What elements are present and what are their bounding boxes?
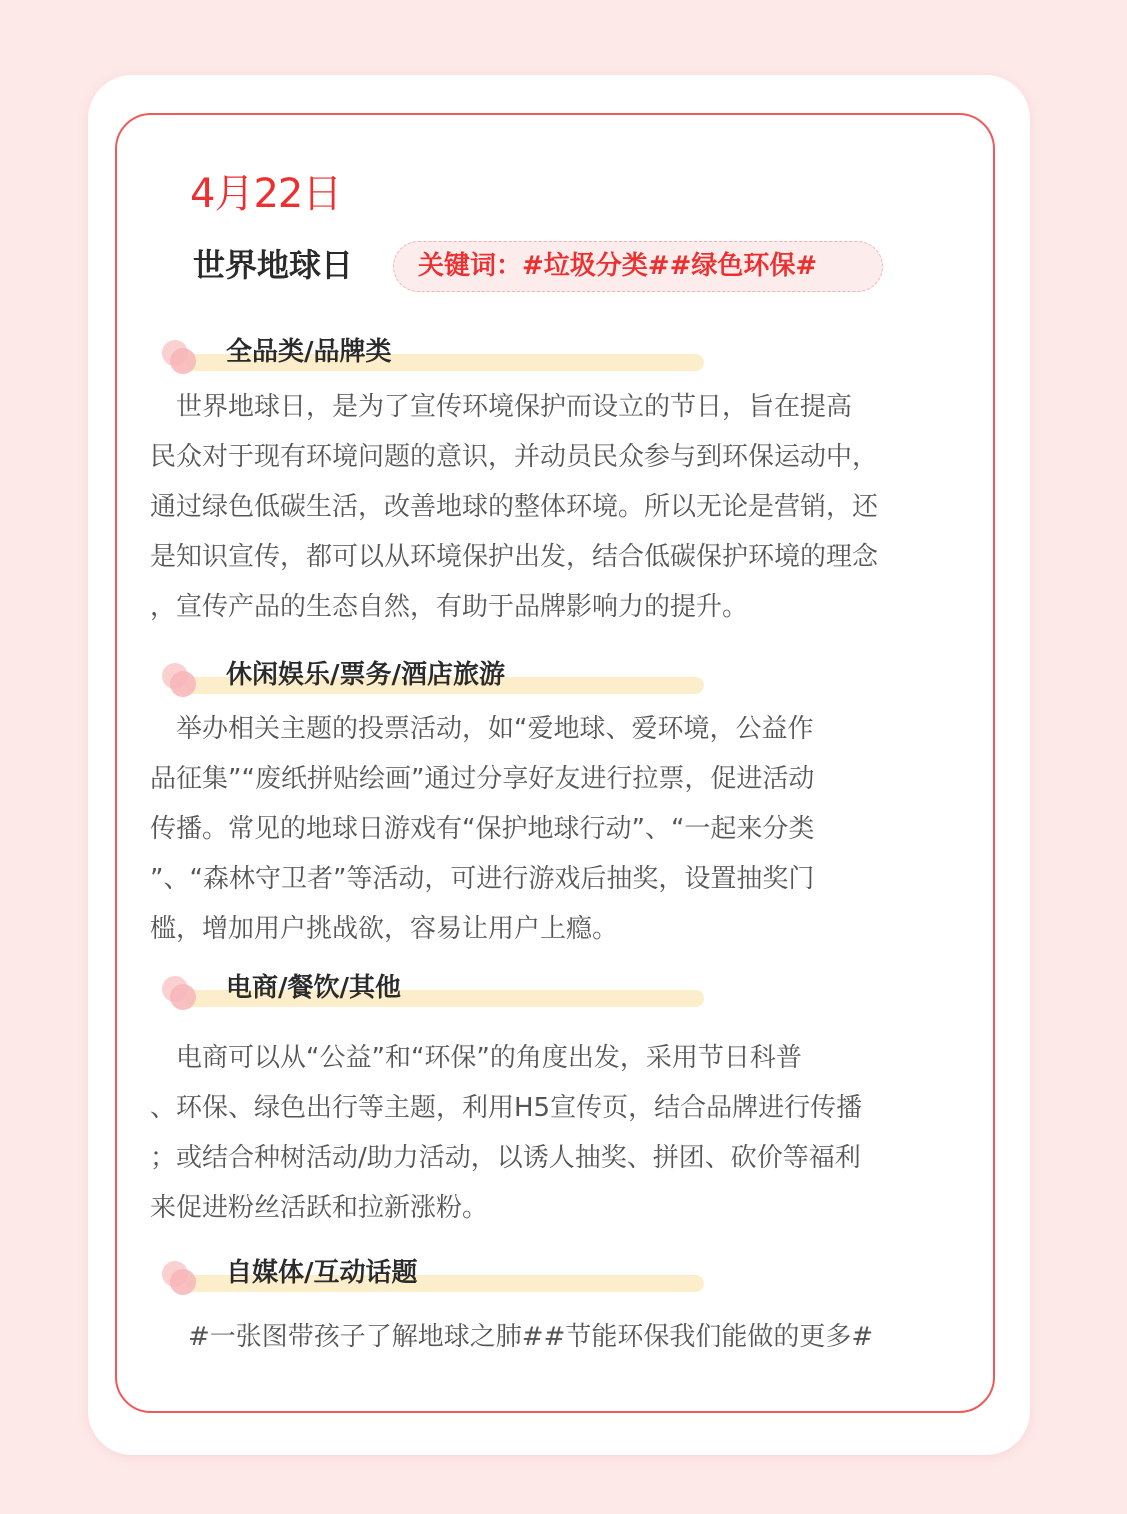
- event-title: 世界地球日: [193, 246, 354, 284]
- paragraph-line: 世界地球日，是为了宣传环境保护而设立的节日，旨在提高: [150, 392, 853, 422]
- paragraph-line: ；或结合种树活动/助力活动，以诱人抽奖、拼团、砍价等福利: [150, 1143, 861, 1173]
- event-date: 4月22日: [190, 171, 342, 217]
- paragraph-line: 品征集”“废纸拼贴绘画”通过分享好友进行拉票，促进活动: [150, 764, 815, 794]
- paragraph-line: ，宣传产品的生态自然，有助于品牌影响力的提升。: [150, 592, 749, 622]
- section-heading-self-media: [160, 1255, 705, 1297]
- paragraph-line: 、环保、绿色出行等主题，利用H5宣传页，结合品牌进行传播: [150, 1093, 863, 1123]
- paragraph-line: 传播。常见的地球日游戏有“保护地球行动”、“一起来分类: [150, 814, 815, 844]
- keyword-tag: 关键词：#垃圾分类##绿色环保#: [393, 241, 883, 292]
- paragraph-line: ”、“森林守卫者”等活动，可进行游戏后抽奖，设置抽奖门: [150, 864, 815, 894]
- bubble-icon: [170, 348, 196, 374]
- paragraph-line: 来促进粉丝活跃和拉新涨粉。: [150, 1193, 489, 1223]
- paragraph-line: 举办相关主题的投票活动，如“爱地球、爱环境，公益作: [150, 714, 814, 744]
- paragraph-line: 槛，增加用户挑战欲，容易让用户上瘾。: [150, 914, 619, 944]
- paragraph-line: 是知识宣传，都可以从环境保护出发，结合低碳保护环境的理念: [150, 542, 879, 572]
- section-heading-label: 休闲娱乐/票务/酒店旅游: [226, 660, 505, 690]
- section-paragraph-self-media: [162, 1312, 873, 1362]
- section-heading-leisure: [160, 657, 705, 699]
- bubble-icon: [170, 1269, 196, 1295]
- section-paragraph-leisure: [150, 704, 814, 954]
- section-heading-label: 全品类/品牌类: [226, 337, 392, 367]
- bubble-icon: [170, 671, 196, 697]
- paragraph-line: 民众对于现有环境问题的意识，并动员民众参与到环保运动中，: [150, 442, 879, 472]
- section-heading-label: 电商/餐饮/其他: [226, 973, 401, 1003]
- paragraph-line: 电商可以从“公益”和“环保”的角度出发，采用节日科普: [150, 1043, 802, 1073]
- section-heading-ecommerce: [160, 970, 705, 1012]
- bubble-icon: [170, 984, 196, 1010]
- section-heading-label: 自媒体/互动话题: [226, 1258, 418, 1288]
- section-paragraph-all-categories: [150, 382, 878, 632]
- paragraph-line: #一张图带孩子了解地球之肺##节能环保我们能做的更多#: [162, 1322, 874, 1352]
- section-heading-all-categories: [160, 334, 705, 376]
- paragraph-line: 通过绿色低碳生活，改善地球的整体环境。所以无论是营销，还: [150, 492, 879, 522]
- section-paragraph-ecommerce: [150, 1033, 862, 1233]
